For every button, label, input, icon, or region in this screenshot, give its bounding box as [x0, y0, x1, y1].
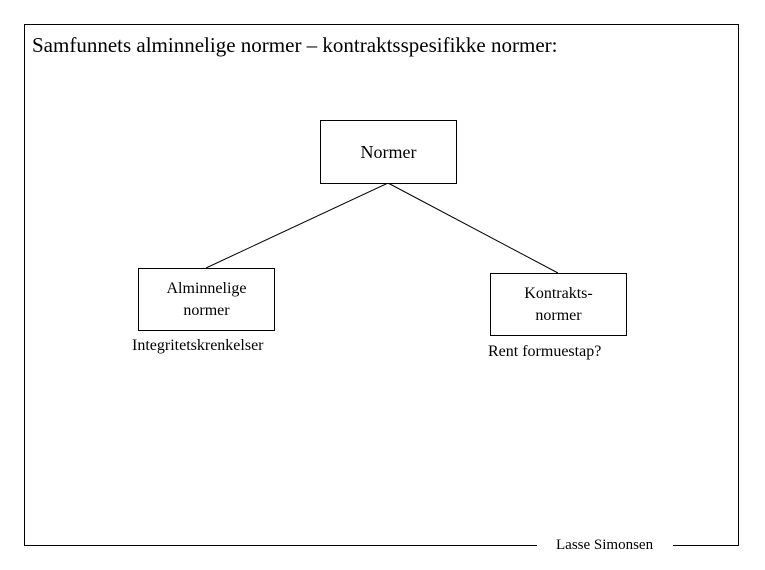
node-kontrakts-line2: normer	[535, 306, 582, 324]
node-kontrakts-line1: Kontrakts-	[524, 284, 593, 302]
node-normer	[320, 120, 457, 184]
slide-title: Samfunnets alminnelige normer – kontraktsspesifikke normer:	[32, 33, 558, 57]
author-credit: Lasse Simonsen	[556, 537, 654, 553]
node-alminnelige-line1: Alminnelige	[166, 279, 247, 297]
node-normer-label: Normer	[360, 142, 417, 162]
node-alminnelige-line2: normer	[183, 301, 230, 319]
node-alminnelige-normer	[138, 268, 275, 331]
node-kontraktsnormer	[490, 273, 627, 336]
connector-root-to-left	[206, 183, 388, 268]
note-rent-formuestap: Rent formuestap?	[488, 343, 602, 360]
connector-root-to-right	[388, 183, 558, 273]
note-integritetskrenkelser: Integritetskrenkelser	[132, 337, 264, 354]
